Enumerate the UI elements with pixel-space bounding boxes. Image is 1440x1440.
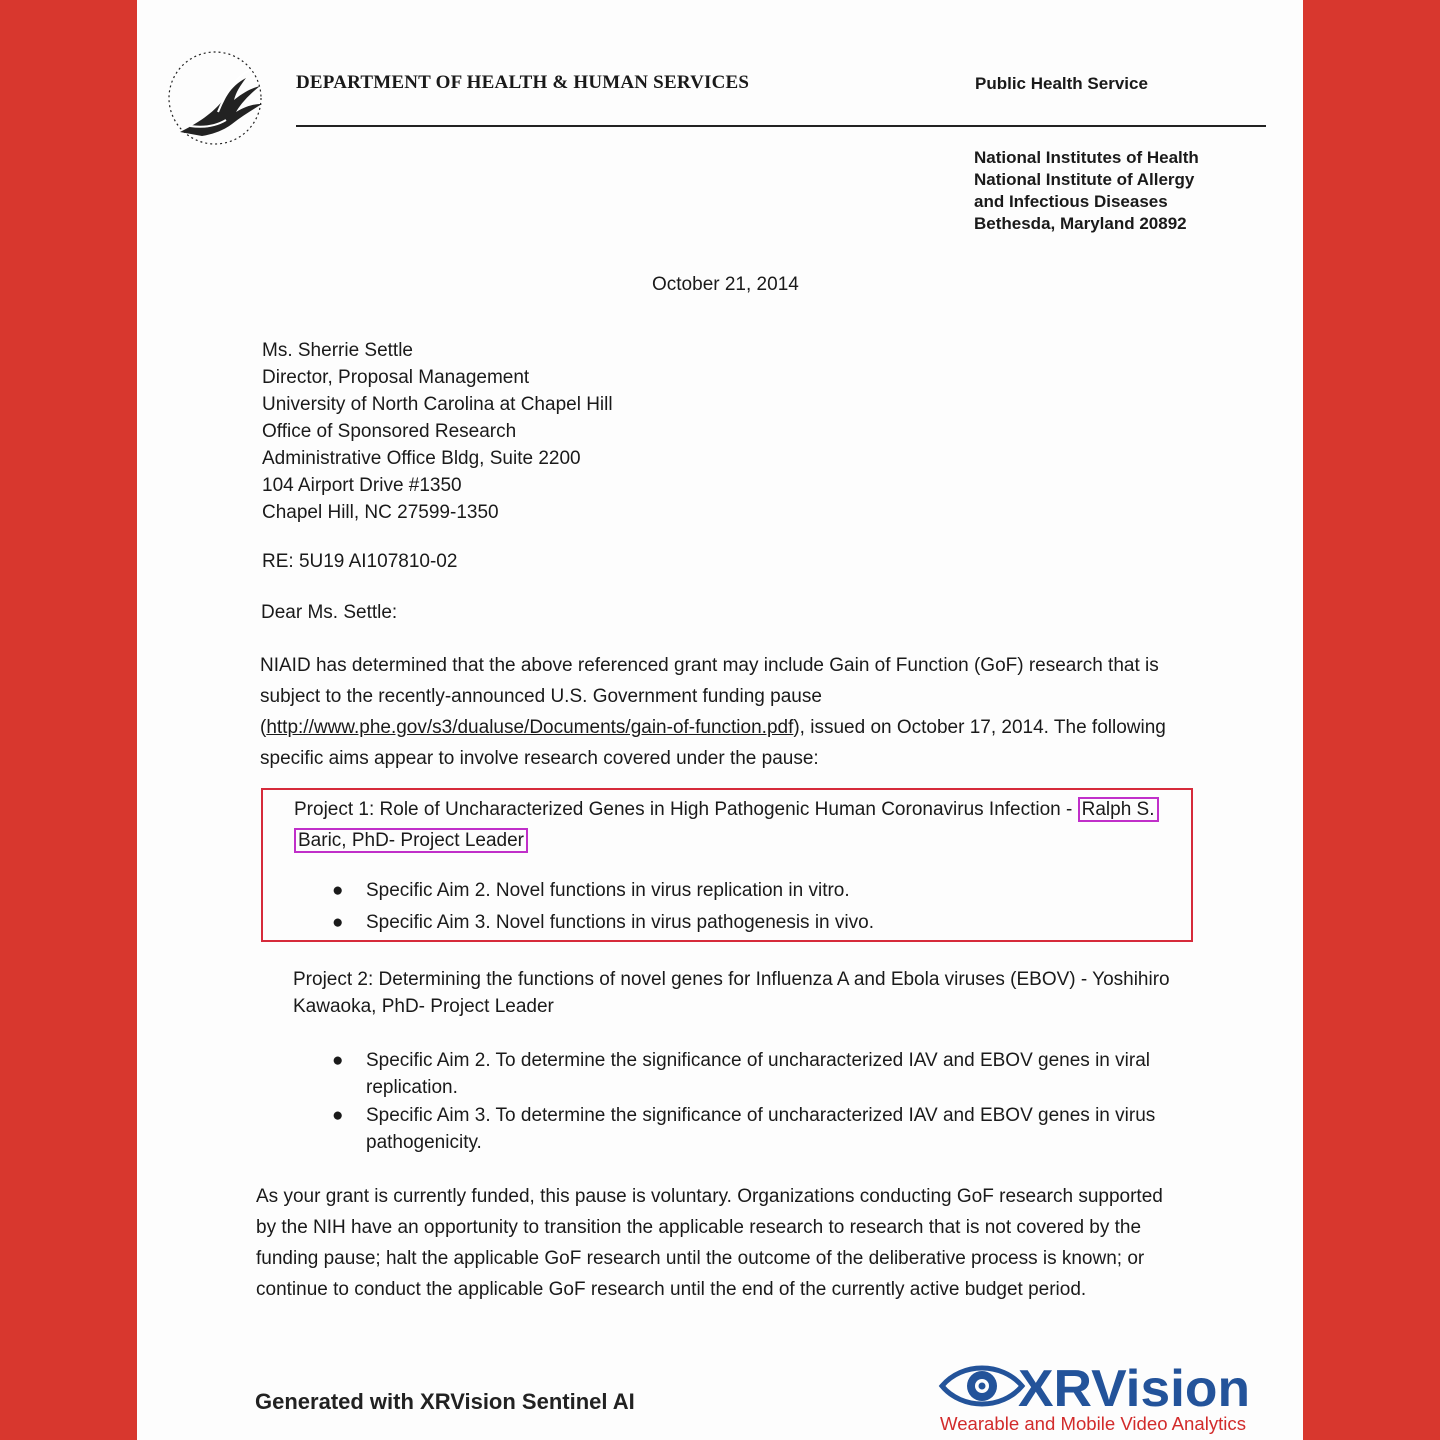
bullet-icon: ● (332, 880, 344, 901)
agency-line: and Infectious Diseases (974, 192, 1168, 211)
closing-paragraph: As your grant is currently funded, this pause is voluntary. Organizations conducting GoF research supported by the NIH have an opportunity to transition the applicable research to research that is not covered by the funding pause; halt the applicable GoF research until the outcome of the deliberative process is known; or continue to conduct the applicable GoF research until the end of the currently active budget period. (256, 1186, 1163, 1300)
agency-line: National Institute of Allergy (974, 170, 1195, 189)
intro-paragraph (260, 650, 1200, 774)
bullet-icon: ● (332, 1050, 344, 1071)
bullet-icon: ● (332, 1105, 344, 1126)
aim-text: Specific Aim 3. Novel functions in virus pathogenesis in vivo. (366, 912, 874, 933)
recipient-line: University of North Carolina at Chapel Hill (262, 394, 613, 415)
aim-text: Specific Aim 3. To determine the significance of uncharacterized IAV and EBOV genes in virus pathogenicity. (366, 1105, 1156, 1153)
agency-line: National Institutes of Health (974, 148, 1199, 167)
agency-line: Bethesda, Maryland 20892 (974, 214, 1187, 233)
project1-leader-highlight: Baric, PhD- Project Leader (294, 828, 528, 853)
brand-text: XRVision (1018, 1360, 1250, 1418)
project1-heading: Project 1: Role of Uncharacterized Genes in High Pathogenic Human Coronavirus Infection - (294, 799, 1073, 820)
eye-icon (942, 1368, 1022, 1404)
project2-title: Project 2: Determining the functions of novel genes for Influenza A and Ebola viruses (EBOV) - Yoshihiro Kawaoka, PhD- Project Leader (293, 969, 1170, 1017)
list-item (332, 877, 1202, 907)
project1-leader-highlight: Ralph S. (1078, 797, 1159, 822)
recipient-line: Office of Sponsored Research (262, 421, 517, 442)
recipient-line: 104 Airport Drive #1350 (262, 475, 462, 496)
department-name: DEPARTMENT OF HEALTH & HUMAN SERVICES (296, 72, 750, 93)
list-item (332, 1102, 1202, 1158)
list-item (332, 1047, 1202, 1103)
recipient-address (262, 337, 613, 526)
bullet-icon: ● (332, 912, 344, 933)
generated-caption: Generated with XRVision Sentinel AI (255, 1389, 635, 1414)
letterhead-divider (296, 125, 1266, 127)
hhs-seal-icon (160, 42, 270, 154)
list-item (332, 909, 1202, 939)
recipient-line: Administrative Office Bldg, Suite 2200 (262, 448, 581, 469)
recipient-line: Ms. Sherrie Settle (262, 340, 413, 361)
aim-text: Specific Aim 2. Novel functions in virus replication in vitro. (366, 880, 850, 901)
salutation: Dear Ms. Settle: (261, 602, 398, 623)
recipient-line: Director, Proposal Management (262, 367, 530, 388)
pause-url-link[interactable]: http://www.phe.gov/s3/dualuse/Documents/gain-of-function.pdf (266, 717, 794, 738)
service-name: Public Health Service (975, 74, 1148, 93)
agency-address (974, 147, 1199, 235)
recipient-line: Chapel Hill, NC 27599-1350 (262, 502, 499, 523)
letter-date: October 21, 2014 (652, 274, 799, 295)
project1-title (294, 794, 1194, 856)
intro-text: ), issued on October 17, 2014. The following specific aims appear to involve research covered under the pause: (260, 717, 1166, 769)
reference-line: RE: 5U19 AI107810-02 (262, 551, 458, 572)
aim-text: Specific Aim 2. To determine the significance of uncharacterized IAV and EBOV genes in viral replication. (366, 1050, 1150, 1098)
intro-text: NIAID has determined that the above referenced grant may include Gain of Function (GoF) research that is subject to the recently-announced U.S. Government funding pause ( (260, 655, 1159, 738)
brand-tagline: Wearable and Mobile Video Analytics (940, 1414, 1246, 1434)
xrvision-logo (938, 1356, 1253, 1436)
